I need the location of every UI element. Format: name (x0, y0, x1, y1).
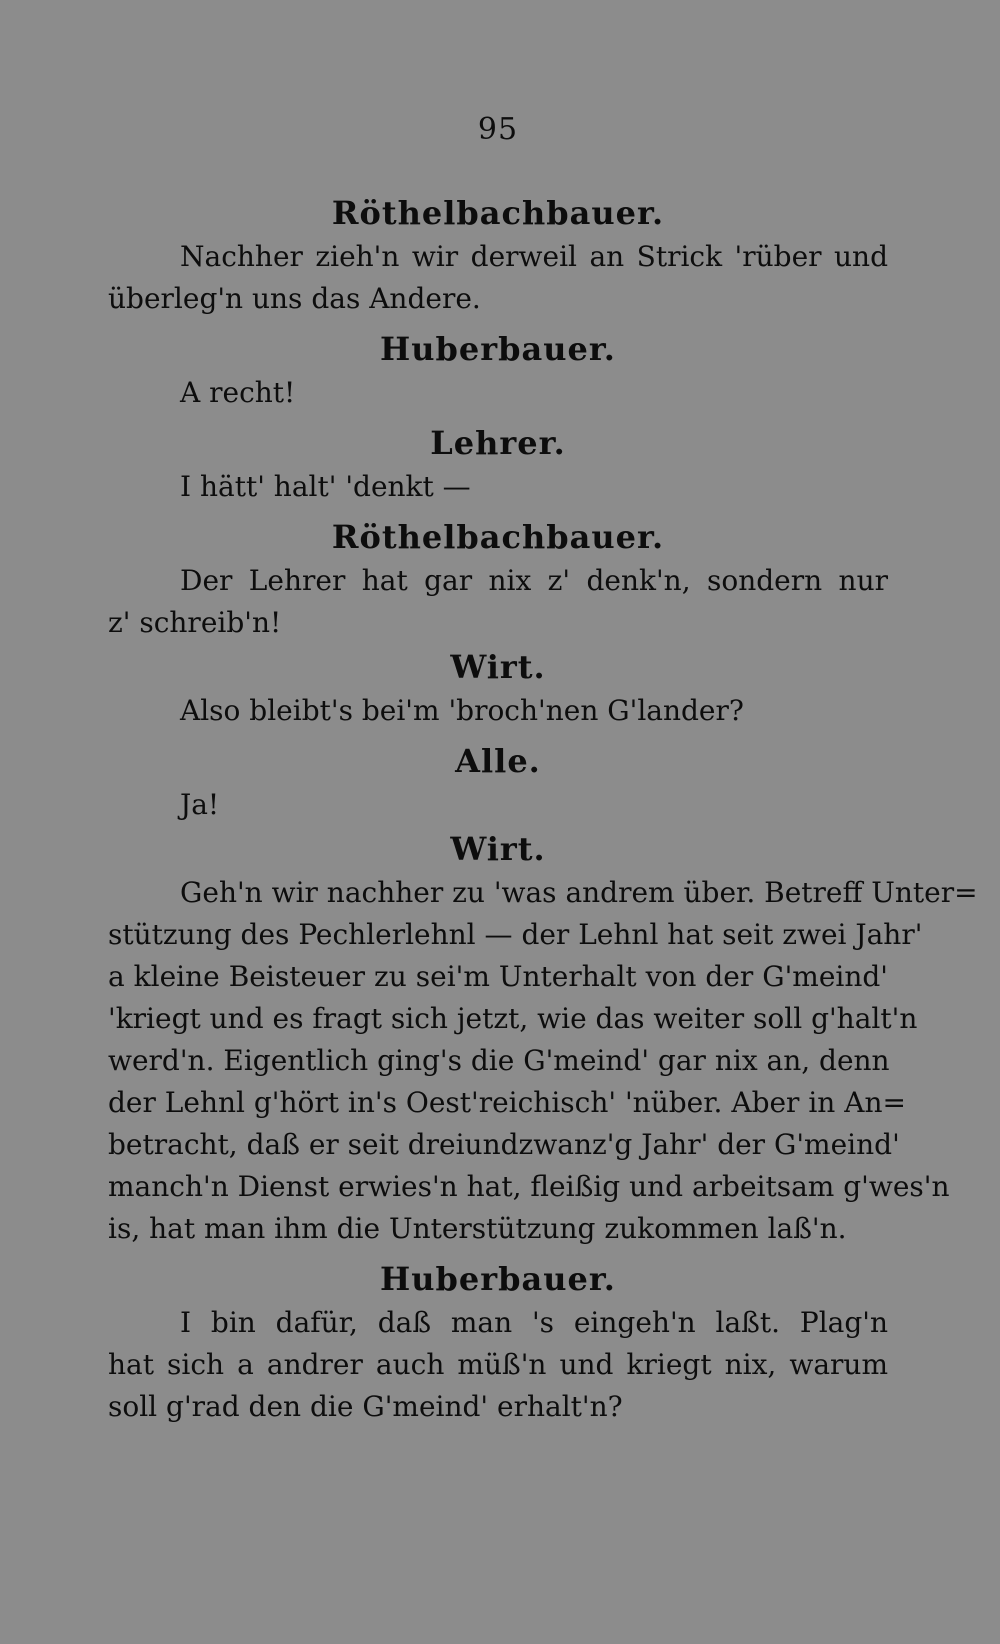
dialogue-line: hat sich a andrer auch müß'n und kriegt nix, warum (108, 1348, 888, 1381)
dialogue-line: I bin dafür, daß man 's eingeh'n laßt. Plag'n (180, 1306, 888, 1339)
dialogue-line: Ja! (180, 788, 220, 821)
page-number: 95 (477, 112, 519, 147)
speaker-name: Alle. (455, 742, 541, 780)
dialogue-line: überleg'n uns das Andere. (108, 282, 481, 315)
speaker-name: Wirt. (450, 830, 546, 868)
dialogue-line: 'kriegt und es fragt sich jetzt, wie das weiter soll g'halt'n (108, 1002, 918, 1035)
speaker-name: Huberbauer. (380, 1260, 616, 1298)
dialogue-line: A recht! (180, 376, 296, 409)
dialogue-line: betracht, daß er seit dreiundzwanz'g Jahr' der G'meind' (108, 1128, 900, 1161)
dialogue-line: z' schreib'n! (108, 606, 282, 639)
dialogue-line: Geh'n wir nachher zu 'was andrem über. Betreff Unter= (180, 876, 978, 909)
book-page (108, 110, 978, 1428)
dialogue-line: Der Lehrer hat gar nix z' denk'n, sondern nur (180, 564, 888, 597)
speaker-name: Lehrer. (430, 424, 566, 462)
dialogue-line: werd'n. Eigentlich ging's die G'meind' gar nix an, denn (108, 1044, 890, 1077)
dialogue-line: a kleine Beisteuer zu sei'm Unterhalt von der G'meind' (108, 960, 888, 993)
dialogue-line: is, hat man ihm die Unterstützung zukommen laß'n. (108, 1212, 847, 1245)
dialogue-line: stützung des Pechlerlehnl — der Lehnl hat seit zwei Jahr' (108, 918, 923, 951)
speaker-name: Röthelbachbauer. (331, 194, 665, 232)
speaker-name: Wirt. (450, 648, 546, 686)
dialogue-line: der Lehnl g'hört in's Oest'reichisch' 'nüber. Aber in An= (108, 1086, 906, 1119)
speaker-name: Röthelbachbauer. (331, 518, 665, 556)
dialogue-line: Also bleibt's bei'm 'broch'nen G'lander? (180, 694, 744, 727)
speaker-name: Huberbauer. (380, 330, 616, 368)
dialogue-line: soll g'rad den die G'meind' erhalt'n? (108, 1390, 623, 1423)
dialogue-line: I hätt' halt' 'denkt — (180, 470, 471, 503)
dialogue-line: manch'n Dienst erwies'n hat, fleißig und arbeitsam g'wes'n (108, 1170, 950, 1203)
dialogue-line: Nachher zieh'n wir derweil an Strick 'rüber und (180, 240, 888, 273)
